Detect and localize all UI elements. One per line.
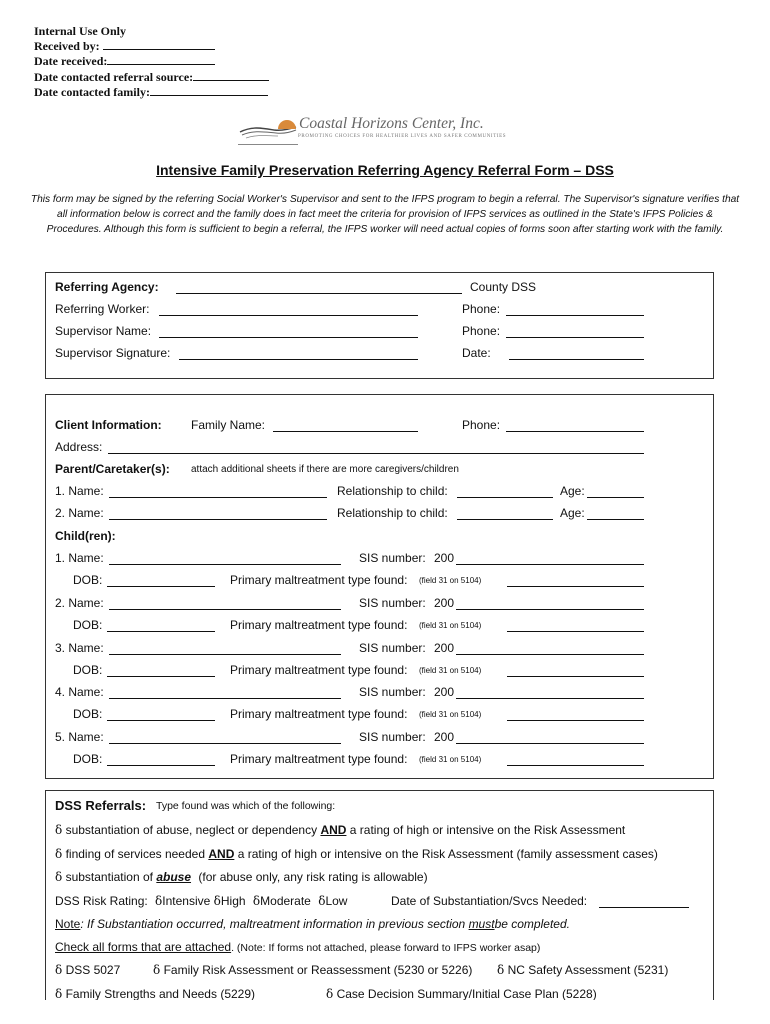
child-4-sis-prefix: 200 [434,685,455,699]
child-4-maltreatment-label: Primary maltreatment type found: [230,707,408,721]
check-forms-row [55,940,540,954]
option-2-text: finding of services needed [65,847,206,861]
child-4-name-label: 4. Name: [55,685,104,699]
dss-referrals-section [45,790,714,1000]
checkbox-icon[interactable]: δ [213,894,221,908]
note-label: Note [55,917,81,931]
checkbox-icon[interactable]: δ [55,847,63,861]
parent-1-relationship-label: Relationship to child: [337,484,448,498]
checkbox-icon[interactable]: δ [55,823,63,837]
note-row [55,917,570,931]
child-2-name-label: 2. Name: [55,596,104,610]
children-label: Child(ren): [55,529,116,543]
date-contacted-referral-row [34,70,269,85]
date-label: Date: [462,346,491,360]
note-must: must [468,917,495,931]
parent-2-age-field[interactable] [587,519,644,520]
option-1-text: substantiation of abuse, neglect or dependency [65,823,318,837]
child-5-maltreatment-label: Primary maltreatment type found: [230,752,408,766]
form-family-strengths[interactable] [55,987,255,1000]
parent-1-relationship-field[interactable] [457,497,553,498]
child-5-sis-field[interactable] [456,743,644,744]
child-1-field-note: (field 31 on 5104) [419,576,482,585]
child-4-sis-label: SIS number: [359,685,426,699]
child-2-dob-field[interactable] [107,631,215,632]
option-3-abuse: abuse [156,870,192,884]
child-5-name-label: 5. Name: [55,730,104,744]
county-dss-label: County DSS [470,280,537,294]
option-1-and: AND [320,823,347,837]
supervisor-signature-label: Supervisor Signature: [55,346,171,360]
risk-rating-label: DSS Risk Rating: [55,894,148,908]
child-3-maltreatment-field[interactable] [507,676,644,677]
worker-phone-field[interactable] [506,315,644,316]
date-contacted-referral-field[interactable] [193,70,269,81]
child-2-maltreatment-label: Primary maltreatment type found: [230,618,408,632]
parent-2-name-label: 2. Name: [55,506,104,520]
child-1-dob-field[interactable] [107,586,215,587]
risk-high-label: High [220,894,246,908]
supervisor-signature-field[interactable] [179,359,418,360]
child-5-sis-label: SIS number: [359,730,426,744]
risk-intensive-label: Intensive [162,894,211,908]
child-4-dob-label: DOB: [73,707,103,721]
form-dss-5027[interactable] [55,963,120,977]
family-name-label: Family Name: [191,418,266,432]
child-1-sis-field[interactable] [456,564,644,565]
checkbox-icon[interactable]: δ [55,987,63,1000]
child-5-dob-label: DOB: [73,752,103,766]
received-by-label: Received by: [34,39,100,54]
date-received-label: Date received: [34,54,108,69]
referring-agency-section [45,272,714,379]
checkbox-icon[interactable]: δ [153,963,161,977]
checkbox-icon[interactable]: δ [55,870,63,884]
option-substantiation-row[interactable] [55,823,625,837]
form-family-risk-assessment-label: Family Risk Assessment or Reassessment (5230 or 5226) [163,963,473,977]
child-3-field-note: (field 31 on 5104) [419,666,482,675]
child-4-name-field[interactable] [109,698,341,699]
date-contacted-family-row [34,85,269,100]
date-received-row [34,54,269,69]
parent-2-relationship-field[interactable] [457,519,553,520]
risk-moderate-label: Moderate [260,894,311,908]
client-phone-label: Phone: [462,418,501,432]
client-information-label: Client Information: [55,418,162,432]
risk-low-option[interactable] [318,894,347,908]
note-text: : If Substantiation occurred, maltreatment information in previous section [80,917,466,931]
child-5-maltreatment-field[interactable] [507,765,644,766]
checkbox-icon[interactable]: δ [55,963,63,977]
dss-referrals-heading: DSS Referrals: [55,798,147,813]
worker-phone-label: Phone: [462,302,501,316]
child-5-dob-field[interactable] [107,765,215,766]
option-services-needed-row[interactable] [55,847,658,861]
checkbox-icon[interactable]: δ [252,894,261,908]
child-2-sis-prefix: 200 [434,596,455,610]
form-case-decision-summary[interactable] [326,987,597,1000]
risk-intensive-option[interactable] [155,894,210,908]
date-substantiation-label: Date of Substantiation/Svcs Needed: [391,894,588,908]
address-field[interactable] [108,453,644,454]
parent-1-age-label: Age: [560,484,585,498]
supervisor-phone-field[interactable] [506,337,644,338]
child-1-dob-label: DOB: [73,573,103,587]
child-1-maltreatment-field[interactable] [507,586,644,587]
child-2-sis-field[interactable] [456,609,644,610]
date-contacted-family-field[interactable] [150,85,268,96]
option-2-text-post: a rating of high or intensive on the Risk Assessment (family assessment cases) [237,847,658,861]
child-3-sis-field[interactable] [456,654,644,655]
child-3-name-label: 3. Name: [55,641,104,655]
address-label: Address: [55,440,103,454]
logo-tagline: PROMOTING CHOICES FOR HEALTHIER LIVES AND SAFER COMMUNITIES [298,134,507,139]
form-nc-safety-assessment-label: NC Safety Assessment (5231) [507,963,669,977]
child-3-dob-field[interactable] [107,676,215,677]
option-1-text-post: a rating of high or intensive on the Risk Assessment [349,823,626,837]
child-4-field-note: (field 31 on 5104) [419,710,482,719]
parent-2-relationship-label: Relationship to child: [337,506,448,520]
form-family-strengths-label: Family Strengths and Needs (5229) [65,987,256,1000]
child-4-dob-field[interactable] [107,720,215,721]
date-field[interactable] [509,359,644,360]
risk-rating-row [55,894,347,908]
child-5-sis-prefix: 200 [434,730,455,744]
risk-high-option[interactable] [214,894,246,908]
dss-referrals-subheading: Type found was which of the following: [156,800,336,812]
parent-1-name-label: 1. Name: [55,484,104,498]
child-1-sis-label: SIS number: [359,551,426,565]
referring-agency-label: Referring Agency: [55,280,159,294]
child-1-maltreatment-label: Primary maltreatment type found: [230,573,408,587]
checkbox-icon[interactable]: δ [318,894,326,908]
child-3-name-field[interactable] [109,654,341,655]
child-4-sis-field[interactable] [456,698,644,699]
child-5-field-note: (field 31 on 5104) [419,755,482,764]
parent-2-age-label: Age: [560,506,585,520]
note-text-end: be completed. [494,917,570,931]
parent-caretakers-label: Parent/Caretaker(s): [55,462,170,476]
child-2-name-field[interactable] [109,609,341,610]
supervisor-phone-label: Phone: [462,324,501,338]
internal-use-title: Internal Use Only [34,24,127,38]
attach-note: attach additional sheets if there are more caregivers/children [191,464,459,475]
child-1-name-field[interactable] [109,564,341,565]
form-family-risk-assessment[interactable] [153,963,472,977]
received-by-field[interactable] [103,39,215,50]
form-nc-safety-assessment[interactable] [497,963,668,977]
child-3-sis-prefix: 200 [434,641,455,655]
child-1-sis-prefix: 200 [434,551,455,565]
date-contacted-referral-label: Date contacted referral source: [34,69,194,84]
child-2-sis-label: SIS number: [359,596,426,610]
supervisor-name-label: Supervisor Name: [55,324,152,338]
child-2-dob-label: DOB: [73,618,103,632]
supervisor-name-field[interactable] [159,337,418,338]
option-abuse-row[interactable] [55,870,428,884]
date-received-field[interactable] [107,54,215,65]
intro-paragraph: This form may be signed by the referring Social Worker's Supervisor and sent to the IFPS program to begin a referral. The Supervisor's signature verifies that all information below is correct and the family does in fact meet the criteria for provision of IFPS services as outlined in the State's IFPS Policies & Procedures. Although this form is sufficient to begin a referral, the IFPS worker will need actual copies of forms soon after starting work with the family. [30,194,740,235]
date-substantiation-field[interactable] [599,907,689,908]
date-contacted-family-label: Date contacted family: [34,84,150,99]
referring-worker-field[interactable] [159,315,418,316]
child-2-maltreatment-field[interactable] [507,631,644,632]
child-3-dob-label: DOB: [73,663,103,677]
option-3-text: substantiation of [65,870,153,884]
option-2-and: AND [208,847,235,861]
client-phone-field[interactable] [506,431,644,432]
check-forms-label: Check all forms that are attached [55,940,232,954]
referring-agency-field[interactable] [176,293,462,294]
option-3-text-post: (for abuse only, any risk rating is allowable) [198,870,428,884]
logo-underline [238,144,298,145]
parent-2-name-field[interactable] [109,519,327,520]
child-1-name-label: 1. Name: [55,551,104,565]
referring-worker-label: Referring Worker: [55,302,150,316]
form-case-decision-summary-label: Case Decision Summary/Initial Case Plan (5228) [336,987,597,1000]
child-3-sis-label: SIS number: [359,641,426,655]
client-information-section [45,394,714,779]
received-by-row [34,39,269,54]
family-name-field[interactable] [273,431,418,432]
child-2-field-note: (field 31 on 5104) [419,621,482,630]
logo [238,112,538,146]
checkbox-icon[interactable]: δ [155,894,163,908]
internal-use-block [34,24,269,100]
risk-moderate-option[interactable] [253,894,311,908]
child-5-name-field[interactable] [109,743,341,744]
checkbox-icon[interactable]: δ [497,963,505,977]
risk-low-label: Low [325,894,348,908]
logo-wave-icon [238,114,298,144]
checkbox-icon[interactable]: δ [326,987,334,1000]
page-title: Intensive Family Preservation Referring Agency Referral Form – DSS [156,162,614,178]
form-dss-5027-label: DSS 5027 [65,963,121,977]
parent-1-name-field[interactable] [109,497,327,498]
child-4-maltreatment-field[interactable] [507,720,644,721]
logo-name: Coastal Horizons Center, Inc. [299,115,484,132]
parent-1-age-field[interactable] [587,497,644,498]
child-3-maltreatment-label: Primary maltreatment type found: [230,663,408,677]
check-forms-note: . (Note: If forms not attached, please forward to IFPS worker asap) [231,942,541,954]
